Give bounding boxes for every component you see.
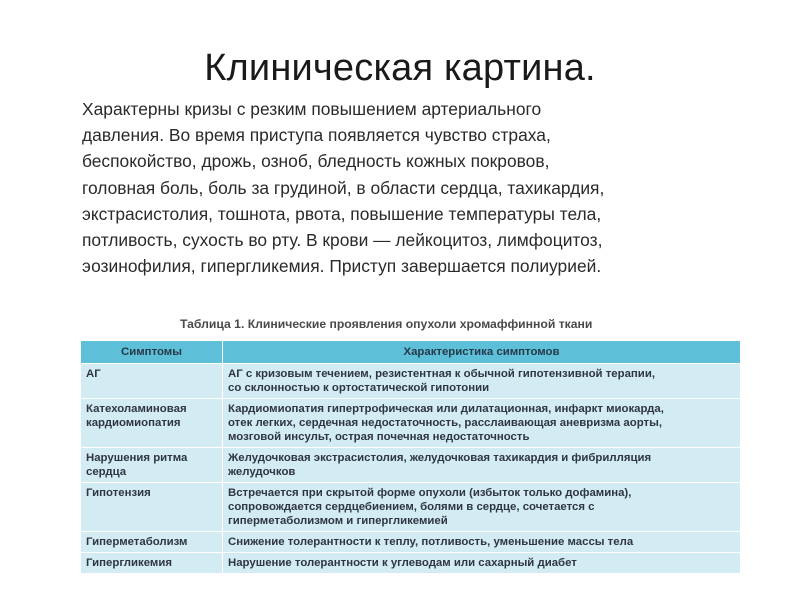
body-text-line: экстрасистолия, тошнота, рвота, повышение температуры тела, xyxy=(82,203,602,224)
description-cell xyxy=(223,483,741,532)
description-text: Встречается при скрытой форме опухоли (избыток только дофамина), xyxy=(228,487,632,499)
symptom-cell xyxy=(81,448,223,483)
description-text: сопровождается сердцебиением, болями в сердце, сочетается с xyxy=(228,501,595,513)
symptom-text: Нарушения ритма xyxy=(86,452,188,464)
description-text: Кардиомиопатия гипертрофическая или дилатационная, инфаркт миокарда, xyxy=(228,403,664,415)
table-caption: Таблица 1. Клинические проявления опухоли хромаффинной ткани xyxy=(180,317,593,331)
table-body xyxy=(81,364,741,574)
table-row xyxy=(81,553,741,574)
description-text: АГ с кризовым течением, резистентная к обычной гипотензивной терапии, xyxy=(228,368,655,380)
body-text-line: эозинофилия, гипергликемия. Приступ завершается полиурией. xyxy=(82,256,602,277)
table-row xyxy=(81,399,741,448)
symptoms-table xyxy=(80,340,741,574)
description-text: Снижение толерантности к теплу, потливость, уменьшение массы тела xyxy=(228,536,634,548)
body-text-line: головная боль, боль за грудиной, в области сердца, тахикардия, xyxy=(82,177,605,198)
description-cell xyxy=(223,399,741,448)
body-text-line: потливость, сухость во рту. В крови — лейкоцитоз, лимфоцитоз, xyxy=(82,230,603,251)
description-cell xyxy=(223,553,741,574)
symptom-text: Гипергликемия xyxy=(86,557,173,569)
body-text-line: беспокойство, дрожь, озноб, бледность кожных покровов, xyxy=(82,151,550,172)
symptom-text: Катехоламиновая xyxy=(86,403,187,415)
table-row xyxy=(81,364,741,399)
description-text: Нарушение толерантности к углеводам или сахарный диабет xyxy=(228,557,577,569)
symptom-text: кардиомиопатия xyxy=(86,417,181,429)
symptom-cell xyxy=(81,364,223,399)
description-cell xyxy=(223,448,741,483)
symptom-text: Гипотензия xyxy=(86,487,151,499)
header-symptoms: Симптомы xyxy=(81,341,223,364)
description-text: гиперметаболизмом и гипергликемией xyxy=(228,515,448,527)
symptom-text: Гиперметаболизм xyxy=(86,536,188,548)
slide-title: Клиническая картина. xyxy=(204,47,596,90)
description-cell xyxy=(223,364,741,399)
description-text: со склонностью к ортостатической гипотонии xyxy=(228,382,490,394)
body-text-line: давления. Во время приступа появляется чувство страха, xyxy=(82,125,551,146)
slide-body-text xyxy=(82,96,742,279)
table-row xyxy=(81,532,741,553)
description-text: отек легких, сердечная недостаточность, расслаивающая аневризма аорты, xyxy=(228,417,662,429)
symptom-cell xyxy=(81,483,223,532)
header-characteristics: Характеристика симптомов xyxy=(223,341,741,364)
description-cell xyxy=(223,532,741,553)
symptom-cell xyxy=(81,399,223,448)
symptom-cell xyxy=(81,553,223,574)
symptom-text: сердца xyxy=(86,466,127,478)
body-text-line: Характерны кризы с резким повышением артериального xyxy=(82,99,542,119)
description-text: мозговой инсульт, острая почечная недостаточность xyxy=(228,431,530,443)
table-row xyxy=(81,483,741,532)
description-text: Желудочковая экстрасистолия, желудочковая тахикардия и фибрилляция xyxy=(228,452,652,464)
symptom-cell xyxy=(81,532,223,553)
table-row xyxy=(81,448,741,483)
description-text: желудочков xyxy=(228,466,296,478)
table-header-row xyxy=(81,341,741,364)
symptom-text: АГ xyxy=(86,368,101,380)
